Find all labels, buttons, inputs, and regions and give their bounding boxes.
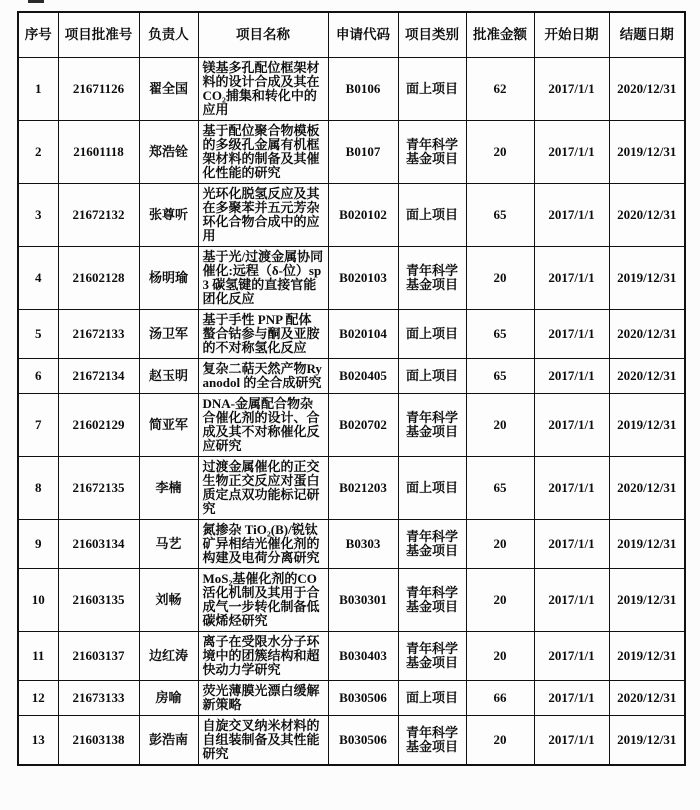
column-header-category: 项目类别 bbox=[398, 12, 466, 58]
cell-title: 光环化脱氢反应及其在多聚苯并五元芳杂环化合物合成中的应用 bbox=[198, 184, 328, 247]
cell-title: 镁基多孔配位框架材料的设计合成及其在CO₂捕集和转化中的应用 bbox=[198, 58, 328, 121]
cell-code: B030506 bbox=[328, 681, 398, 716]
cell-no: 13 bbox=[18, 716, 58, 766]
cell-end: 2019/12/31 bbox=[609, 247, 685, 310]
cell-category: 面上项目 bbox=[398, 58, 466, 121]
cell-grant-id: 21672134 bbox=[58, 359, 139, 394]
cell-category: 面上项目 bbox=[398, 681, 466, 716]
column-header-end: 结题日期 bbox=[609, 12, 685, 58]
cell-code: B0107 bbox=[328, 121, 398, 184]
cell-no: 5 bbox=[18, 310, 58, 359]
cell-category: 青年科学基金项目 bbox=[398, 121, 466, 184]
cell-grant-id: 21602128 bbox=[58, 247, 139, 310]
cell-code: B030506 bbox=[328, 716, 398, 766]
cell-amount: 20 bbox=[466, 394, 534, 457]
cell-grant-id: 21603135 bbox=[58, 569, 139, 632]
cell-title: 荧光薄膜光漂白缓解新策略 bbox=[198, 681, 328, 716]
column-header-title: 项目名称 bbox=[198, 12, 328, 58]
column-header-amount: 批准金额 bbox=[466, 12, 534, 58]
cell-category: 面上项目 bbox=[398, 457, 466, 520]
cell-no: 3 bbox=[18, 184, 58, 247]
cell-amount: 20 bbox=[466, 121, 534, 184]
cell-pi: 翟全国 bbox=[139, 58, 198, 121]
table-row bbox=[18, 184, 685, 247]
cell-grant-id: 21603138 bbox=[58, 716, 139, 766]
cell-category: 青年科学基金项目 bbox=[398, 394, 466, 457]
cell-no: 10 bbox=[18, 569, 58, 632]
table-body bbox=[18, 58, 685, 766]
cell-start: 2017/1/1 bbox=[534, 310, 609, 359]
cell-title: MoS₂基催化剂的CO 活化机制及其用于合成气一步转化制备低碳烯烃研究 bbox=[198, 569, 328, 632]
cell-end: 2019/12/31 bbox=[609, 716, 685, 766]
cell-title: 基于光/过渡金属协同催化:远程（δ-位）sp3 碳氢键的直接官能团化反应 bbox=[198, 247, 328, 310]
cell-start: 2017/1/1 bbox=[534, 632, 609, 681]
cell-pi: 杨明瑜 bbox=[139, 247, 198, 310]
cell-category: 青年科学基金项目 bbox=[398, 716, 466, 766]
cell-category: 面上项目 bbox=[398, 359, 466, 394]
cell-amount: 65 bbox=[466, 359, 534, 394]
cell-no: 8 bbox=[18, 457, 58, 520]
table-row bbox=[18, 681, 685, 716]
cell-grant-id: 21603134 bbox=[58, 520, 139, 569]
cell-no: 6 bbox=[18, 359, 58, 394]
cell-amount: 65 bbox=[466, 184, 534, 247]
cell-pi: 汤卫军 bbox=[139, 310, 198, 359]
cell-category: 青年科学基金项目 bbox=[398, 632, 466, 681]
table-row bbox=[18, 569, 685, 632]
table-row bbox=[18, 310, 685, 359]
cell-grant-id: 21601118 bbox=[58, 121, 139, 184]
grants-table bbox=[17, 11, 686, 766]
cell-amount: 66 bbox=[466, 681, 534, 716]
cell-pi: 边红涛 bbox=[139, 632, 198, 681]
column-header-code: 申请代码 bbox=[328, 12, 398, 58]
cell-code: B020102 bbox=[328, 184, 398, 247]
cell-end: 2020/12/31 bbox=[609, 184, 685, 247]
cell-end: 2020/12/31 bbox=[609, 58, 685, 121]
cell-no: 12 bbox=[18, 681, 58, 716]
table-row bbox=[18, 359, 685, 394]
column-header-grant-id: 项目批准号 bbox=[58, 12, 139, 58]
table-row bbox=[18, 457, 685, 520]
cell-end: 2019/12/31 bbox=[609, 632, 685, 681]
cell-grant-id: 21673133 bbox=[58, 681, 139, 716]
cell-no: 9 bbox=[18, 520, 58, 569]
cell-pi: 彭浩南 bbox=[139, 716, 198, 766]
cell-amount: 62 bbox=[466, 58, 534, 121]
cell-code: B020702 bbox=[328, 394, 398, 457]
cell-start: 2017/1/1 bbox=[534, 520, 609, 569]
column-header-pi: 负责人 bbox=[139, 12, 198, 58]
column-header-start: 开始日期 bbox=[534, 12, 609, 58]
cell-amount: 65 bbox=[466, 457, 534, 520]
cell-end: 2019/12/31 bbox=[609, 121, 685, 184]
table-row bbox=[18, 247, 685, 310]
table-row bbox=[18, 394, 685, 457]
table-header-row bbox=[18, 12, 685, 58]
cell-title: DNA-金属配合物杂合催化剂的设计、合成及其不对称催化反应研究 bbox=[198, 394, 328, 457]
cell-no: 7 bbox=[18, 394, 58, 457]
cell-pi: 李楠 bbox=[139, 457, 198, 520]
cell-no: 11 bbox=[18, 632, 58, 681]
cell-pi: 简亚军 bbox=[139, 394, 198, 457]
cell-title: 自旋交叉纳米材料的自组装制备及其性能研究 bbox=[198, 716, 328, 766]
cell-category: 青年科学基金项目 bbox=[398, 247, 466, 310]
cell-end: 2020/12/31 bbox=[609, 681, 685, 716]
cell-code: B030403 bbox=[328, 632, 398, 681]
cell-code: B021203 bbox=[328, 457, 398, 520]
table-row bbox=[18, 121, 685, 184]
cell-start: 2017/1/1 bbox=[534, 569, 609, 632]
cell-no: 1 bbox=[18, 58, 58, 121]
cell-start: 2017/1/1 bbox=[534, 716, 609, 766]
column-header-no: 序号 bbox=[18, 12, 58, 58]
cell-code: B0106 bbox=[328, 58, 398, 121]
cell-amount: 20 bbox=[466, 716, 534, 766]
cell-amount: 20 bbox=[466, 632, 534, 681]
cell-grant-id: 21672135 bbox=[58, 457, 139, 520]
cell-title: 基于手性 PNP 配体螯合钴参与酮及亚胺的不对称氢化反应 bbox=[198, 310, 328, 359]
cell-title: 氮掺杂 TiO₂(B)/锐钛矿异相结光催化剂的构建及电荷分离研究 bbox=[198, 520, 328, 569]
cell-start: 2017/1/1 bbox=[534, 457, 609, 520]
cell-amount: 65 bbox=[466, 310, 534, 359]
cell-pi: 刘畅 bbox=[139, 569, 198, 632]
cell-title: 过渡金属催化的正交生物正交反应对蛋白质定点双功能标记研究 bbox=[198, 457, 328, 520]
cell-code: B020104 bbox=[328, 310, 398, 359]
cell-start: 2017/1/1 bbox=[534, 359, 609, 394]
cell-pi: 郑浩铨 bbox=[139, 121, 198, 184]
cell-grant-id: 21671126 bbox=[58, 58, 139, 121]
cell-code: B020405 bbox=[328, 359, 398, 394]
cell-grant-id: 21603137 bbox=[58, 632, 139, 681]
cell-code: B0303 bbox=[328, 520, 398, 569]
cell-title: 基于配位聚合物模板的多级孔金属有机框架材料的制备及其催化性能的研究 bbox=[198, 121, 328, 184]
cell-category: 青年科学基金项目 bbox=[398, 569, 466, 632]
cell-start: 2017/1/1 bbox=[534, 58, 609, 121]
cell-start: 2017/1/1 bbox=[534, 184, 609, 247]
cell-code: B020103 bbox=[328, 247, 398, 310]
cell-title: 离子在受限水分子环境中的团簇结构和超快动力学研究 bbox=[198, 632, 328, 681]
cell-pi: 张尊听 bbox=[139, 184, 198, 247]
cell-end: 2020/12/31 bbox=[609, 457, 685, 520]
cell-grant-id: 21672133 bbox=[58, 310, 139, 359]
cell-end: 2019/12/31 bbox=[609, 520, 685, 569]
cell-start: 2017/1/1 bbox=[534, 121, 609, 184]
cell-start: 2017/1/1 bbox=[534, 394, 609, 457]
cell-no: 2 bbox=[18, 121, 58, 184]
cell-end: 2020/12/31 bbox=[609, 310, 685, 359]
cell-category: 面上项目 bbox=[398, 184, 466, 247]
page-edge-artifact bbox=[28, 0, 44, 3]
cell-code: B030301 bbox=[328, 569, 398, 632]
cell-start: 2017/1/1 bbox=[534, 247, 609, 310]
cell-title: 复杂二萜天然产物Ryanodol 的全合成研究 bbox=[198, 359, 328, 394]
cell-no: 4 bbox=[18, 247, 58, 310]
cell-grant-id: 21602129 bbox=[58, 394, 139, 457]
cell-end: 2019/12/31 bbox=[609, 569, 685, 632]
cell-pi: 赵玉明 bbox=[139, 359, 198, 394]
cell-amount: 20 bbox=[466, 520, 534, 569]
cell-pi: 房喻 bbox=[139, 681, 198, 716]
cell-pi: 马艺 bbox=[139, 520, 198, 569]
cell-amount: 20 bbox=[466, 569, 534, 632]
table-row bbox=[18, 632, 685, 681]
table-row bbox=[18, 520, 685, 569]
table-row bbox=[18, 58, 685, 121]
cell-category: 青年科学基金项目 bbox=[398, 520, 466, 569]
cell-end: 2020/12/31 bbox=[609, 359, 685, 394]
cell-category: 面上项目 bbox=[398, 310, 466, 359]
cell-grant-id: 21672132 bbox=[58, 184, 139, 247]
table-row bbox=[18, 716, 685, 766]
cell-end: 2019/12/31 bbox=[609, 394, 685, 457]
cell-amount: 20 bbox=[466, 247, 534, 310]
cell-start: 2017/1/1 bbox=[534, 681, 609, 716]
